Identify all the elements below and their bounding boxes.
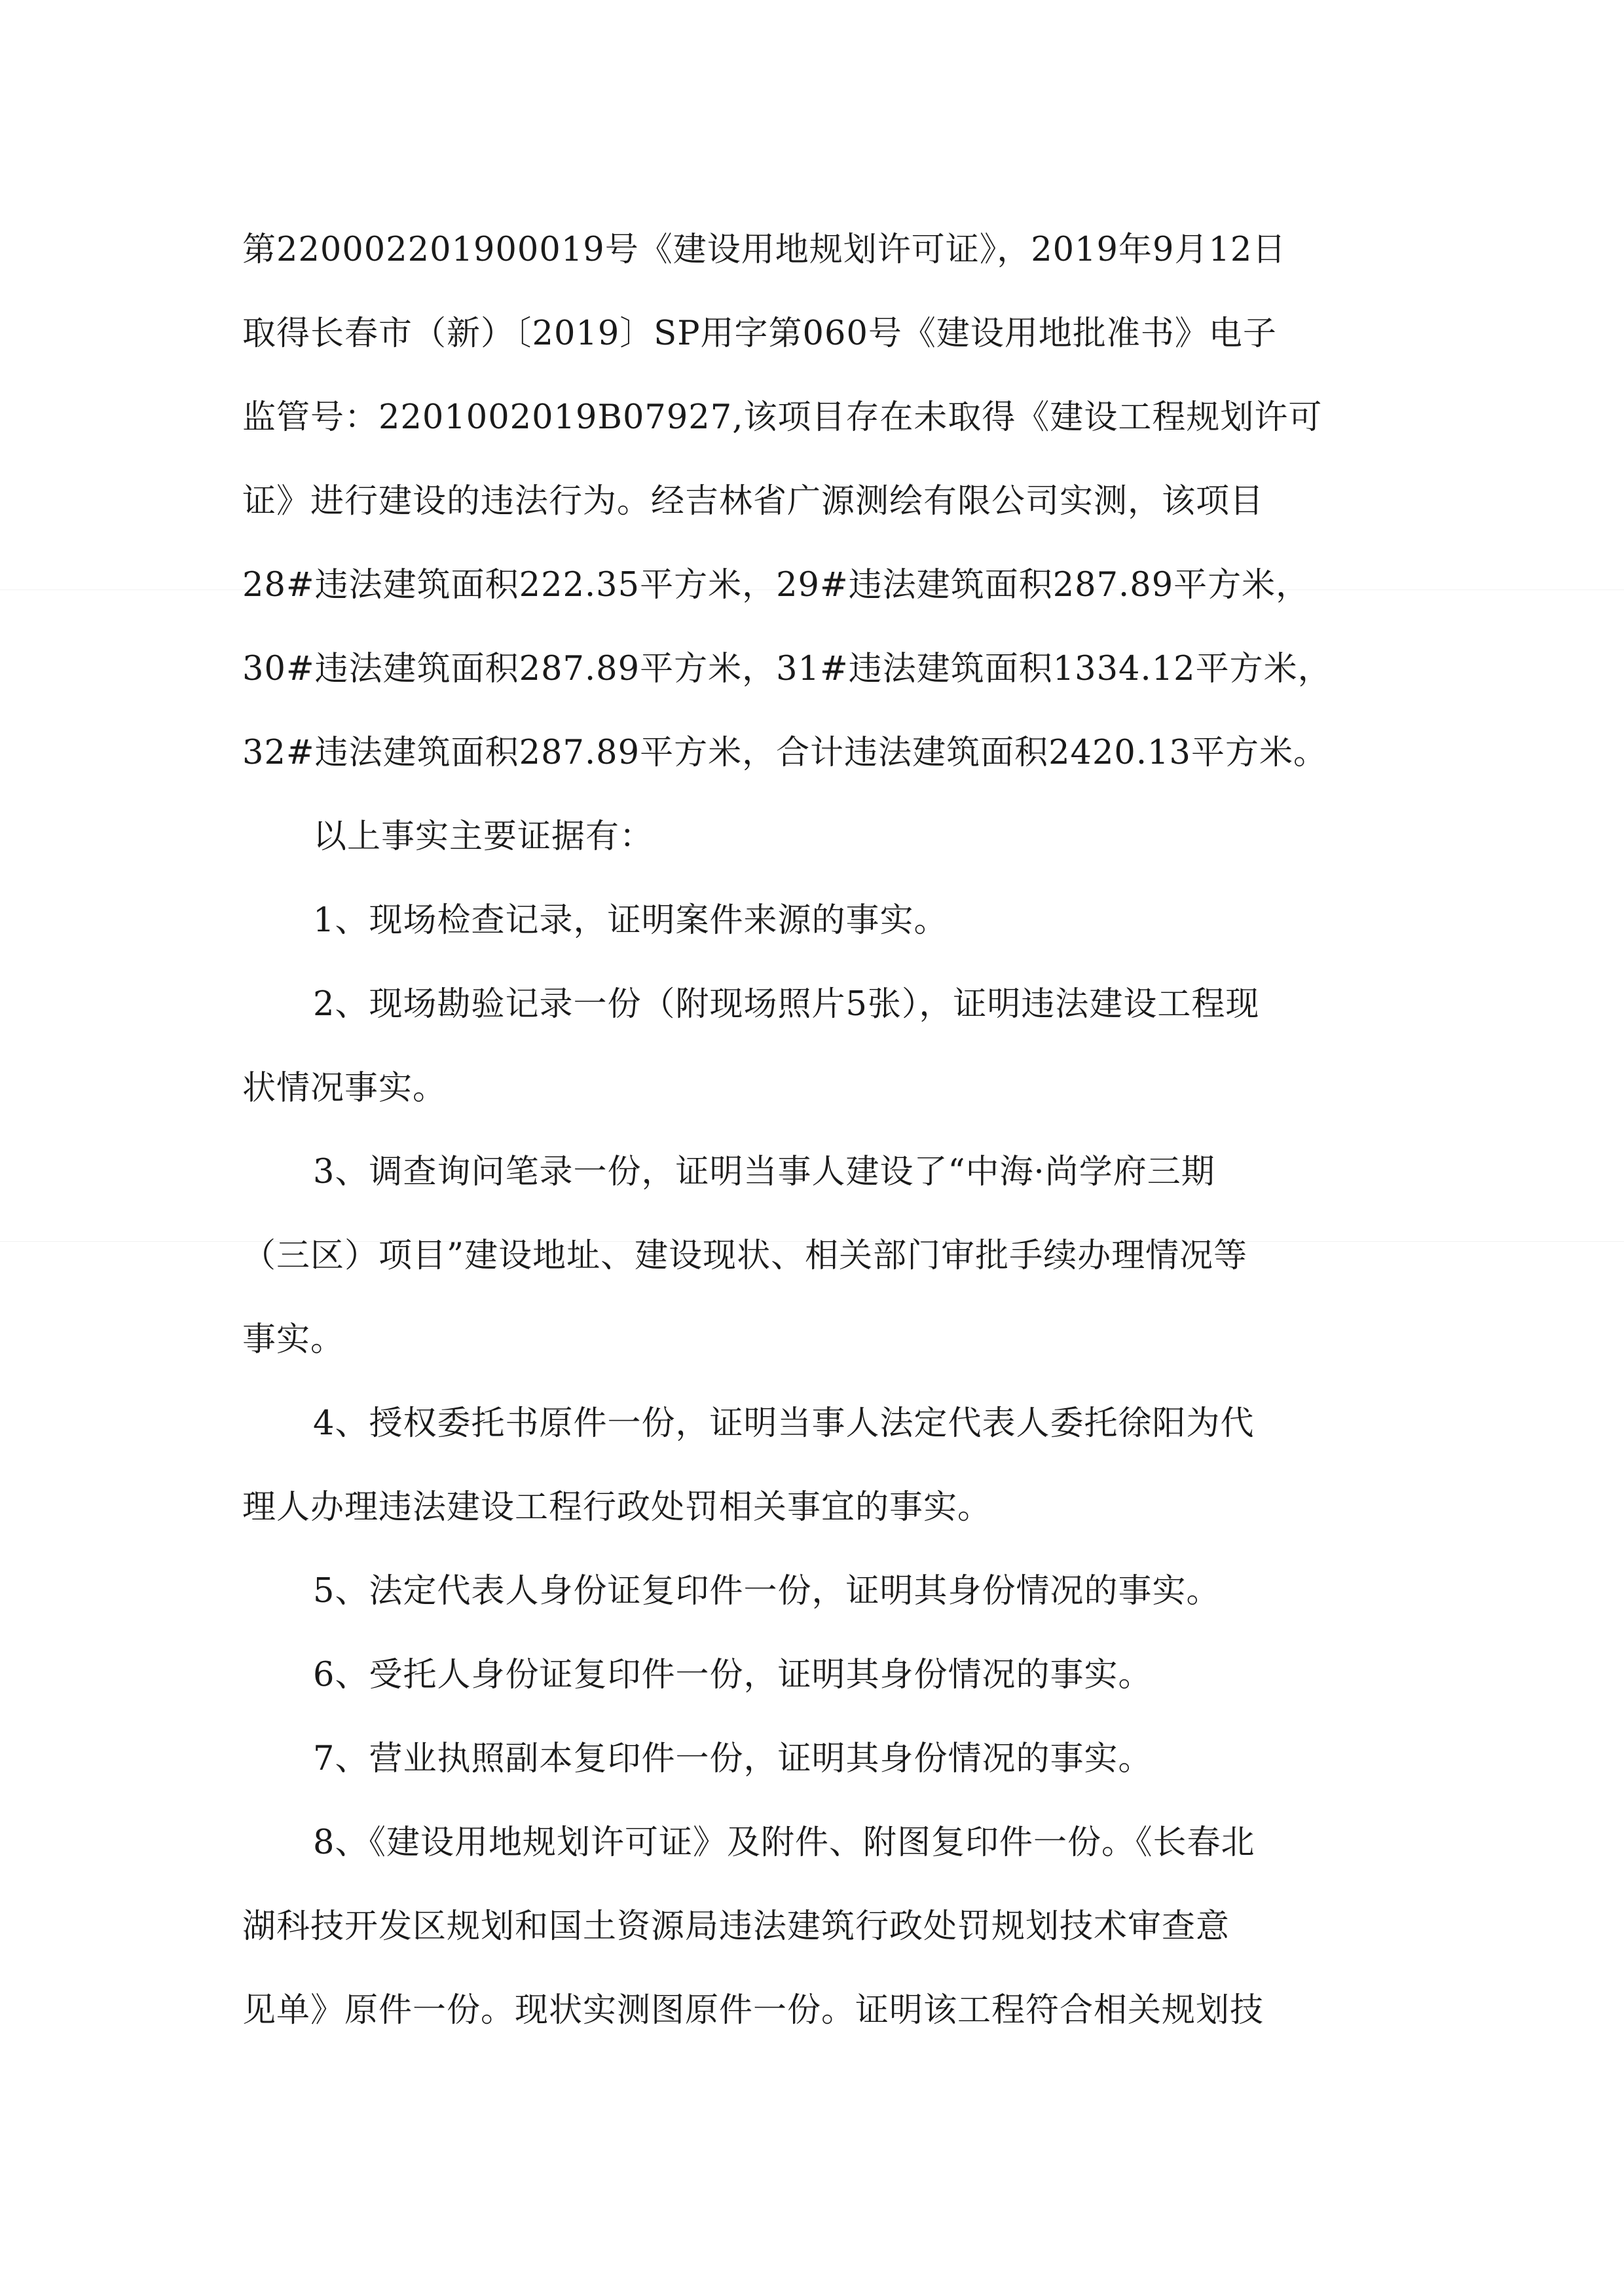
text-line: 理人办理违法建设工程行政处罚相关事宜的事实。: [242, 1488, 992, 1527]
paragraph-case-facts: [242, 208, 1388, 795]
text-line: 6、受托人身份证复印件一份，证明其身份情况的事实。: [313, 1656, 1153, 1694]
evidence-item-2: [242, 963, 1388, 1130]
text-line: 2、现场勘验记录一份（附现场照片5张），证明违法建设工程现: [313, 985, 1260, 1024]
text-line: 湖科技开发区规划和国土资源局违法建筑行政处罚规划技术审查意: [242, 1907, 1230, 1946]
text-line: 事实。: [242, 1320, 345, 1359]
evidence-item-4: [242, 1382, 1388, 1550]
text-line: 30#违法建筑面积287.89平方米，31#违法建筑面积1334.12平方米，: [242, 650, 1332, 688]
evidence-item-7: [242, 1717, 1388, 1801]
text-line: 3、调查询问笔录一份，证明当事人建设了“中海·尚学府三期: [313, 1153, 1215, 1191]
evidence-item-6: [242, 1633, 1388, 1717]
evidence-item-1: [242, 879, 1388, 963]
text-line: 7、营业执照副本复印件一份，证明其身份情况的事实。: [313, 1740, 1153, 1778]
text-line: 状情况事实。: [242, 1069, 447, 1108]
text-line: 第220002201900019号《建设用地规划许可证》，2019年9月12日: [242, 231, 1287, 269]
text-line: 5、法定代表人身份证复印件一份，证明其身份情况的事实。: [313, 1572, 1221, 1611]
text-line: 以上事实主要证据有：: [313, 817, 654, 856]
evidence-item-3: [242, 1130, 1388, 1382]
text-line: 1、现场检查记录，证明案件来源的事实。: [313, 901, 948, 940]
text-line: 监管号：2201002019B07927,该项目存在未取得《建设工程规划许可: [242, 398, 1323, 437]
text-line: 取得长春市（新）〔2019〕SP用字第060号《建设用地批准书》电子: [242, 314, 1277, 353]
text-line: 28#违法建筑面积222.35平方米，29#违法建筑面积287.89平方米，: [242, 566, 1310, 605]
text-line: 32#违法建筑面积287.89平方米，合计违法建筑面积2420.13平方米。: [242, 734, 1327, 772]
document-body: [242, 208, 1388, 2053]
evidence-item-8: [242, 1801, 1388, 2053]
text-line: 4、授权委托书原件一份，证明当事人法定代表人委托徐阳为代: [313, 1404, 1255, 1443]
evidence-item-5: [242, 1550, 1388, 1633]
text-line: 证》进行建设的违法行为。经吉林省广源测绘有限公司实测，该项目: [242, 482, 1264, 521]
paragraph-evidence-heading: [242, 795, 1388, 879]
text-line: （三区）项目”建设地址、建设现状、相关部门审批手续办理情况等: [242, 1237, 1248, 1275]
text-line: 见单》原件一份。现状实测图原件一份。证明该工程符合相关规划技: [242, 1991, 1264, 2030]
text-line: 8、《建设用地规划许可证》及附件、附图复印件一份。《长春北: [313, 1823, 1255, 1862]
